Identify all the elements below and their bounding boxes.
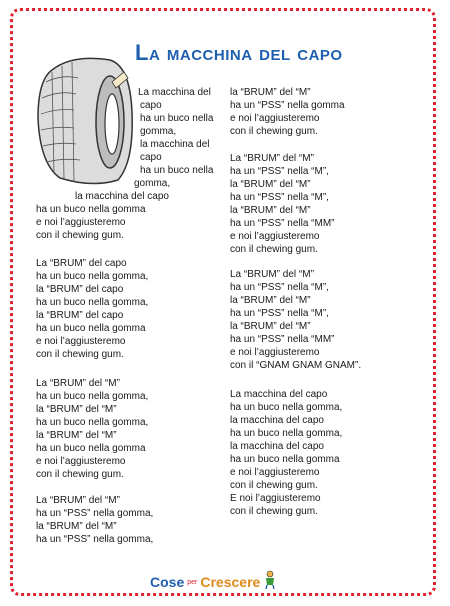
right-stanza-2: La “BRUM” del “M” ha un “PSS” nella “M”, la “BRUM” del “M” ha un “PSS” nella “M”, la “BRUM” del “M” ha un “PSS” nella “MM” e noi l’aggiusteremo con il chewing gum. [230, 153, 335, 255]
left-stanza-4: La “BRUM” del “M” ha un “PSS” nella gomma, la “BRUM” del “M” ha un “PSS” nella gomma, [36, 495, 154, 545]
verse-wrap-9: la macchina del capo [75, 191, 169, 202]
verse-wrap-5: la macchina del [140, 139, 210, 150]
verse-wrap-6: capo [140, 152, 162, 163]
verse-wrap-2: capo [140, 100, 162, 111]
right-stanza-3: La “BRUM” del “M” ha un “PSS” nella “M”, la “BRUM” del “M” ha un “PSS” nella “M”, la “BRUM” del “M” ha un “PSS” nella “MM” e noi l’aggiusteremo con il “GNAM GNAM GNAM”. [230, 269, 362, 371]
left-stanza-3: La “BRUM” del “M” ha un buco nella gomma, la “BRUM” del “M” ha un buco nella gomma, la “BRUM” del “M” ha un buco nella gomma e noi l’aggiusteremo con il chewing gum. [36, 378, 149, 480]
verse-wrap-7: ha un buco nella [140, 165, 214, 176]
child-figure-icon [262, 570, 278, 590]
verse-wrap-1: La macchina del [138, 87, 211, 98]
left-stanza-1-tail: ha un buco nella gomma e noi l’aggiusteremo con il chewing gum. [36, 204, 146, 241]
logo-word-cose: Cose [150, 574, 185, 590]
tire-illustration [32, 52, 137, 187]
verse-wrap-4: gomma, [140, 126, 177, 137]
right-stanza-1: la “BRUM” del “M” ha un “PSS” nella gomma e noi l’aggiusteremo con il chewing gum. [230, 87, 345, 137]
page-title: La macchina del capo [135, 40, 343, 65]
left-stanza-2: La “BRUM” del capo ha un buco nella gomma, la “BRUM” del capo ha un buco nella gomma, la “BRUM” del capo ha un buco nella gomma e noi l’aggiusteremo con il chewing gum. [36, 258, 149, 360]
verse-wrap-3: ha un buco nella [140, 113, 214, 124]
logo-word-per: per [187, 579, 198, 586]
brand-logo [150, 568, 278, 590]
verse-wrap-8: gomma, [134, 178, 171, 189]
right-stanza-4: La macchina del capo ha un buco nella gomma, la macchina del capo ha un buco nella gomma, la macchina del capo ha un buco nella gomma e noi l’aggiusteremo con il chewing gum. E noi l’aggiusteremo con il chewing gum. [230, 389, 343, 517]
logo-word-crescere: Crescere [200, 574, 261, 590]
